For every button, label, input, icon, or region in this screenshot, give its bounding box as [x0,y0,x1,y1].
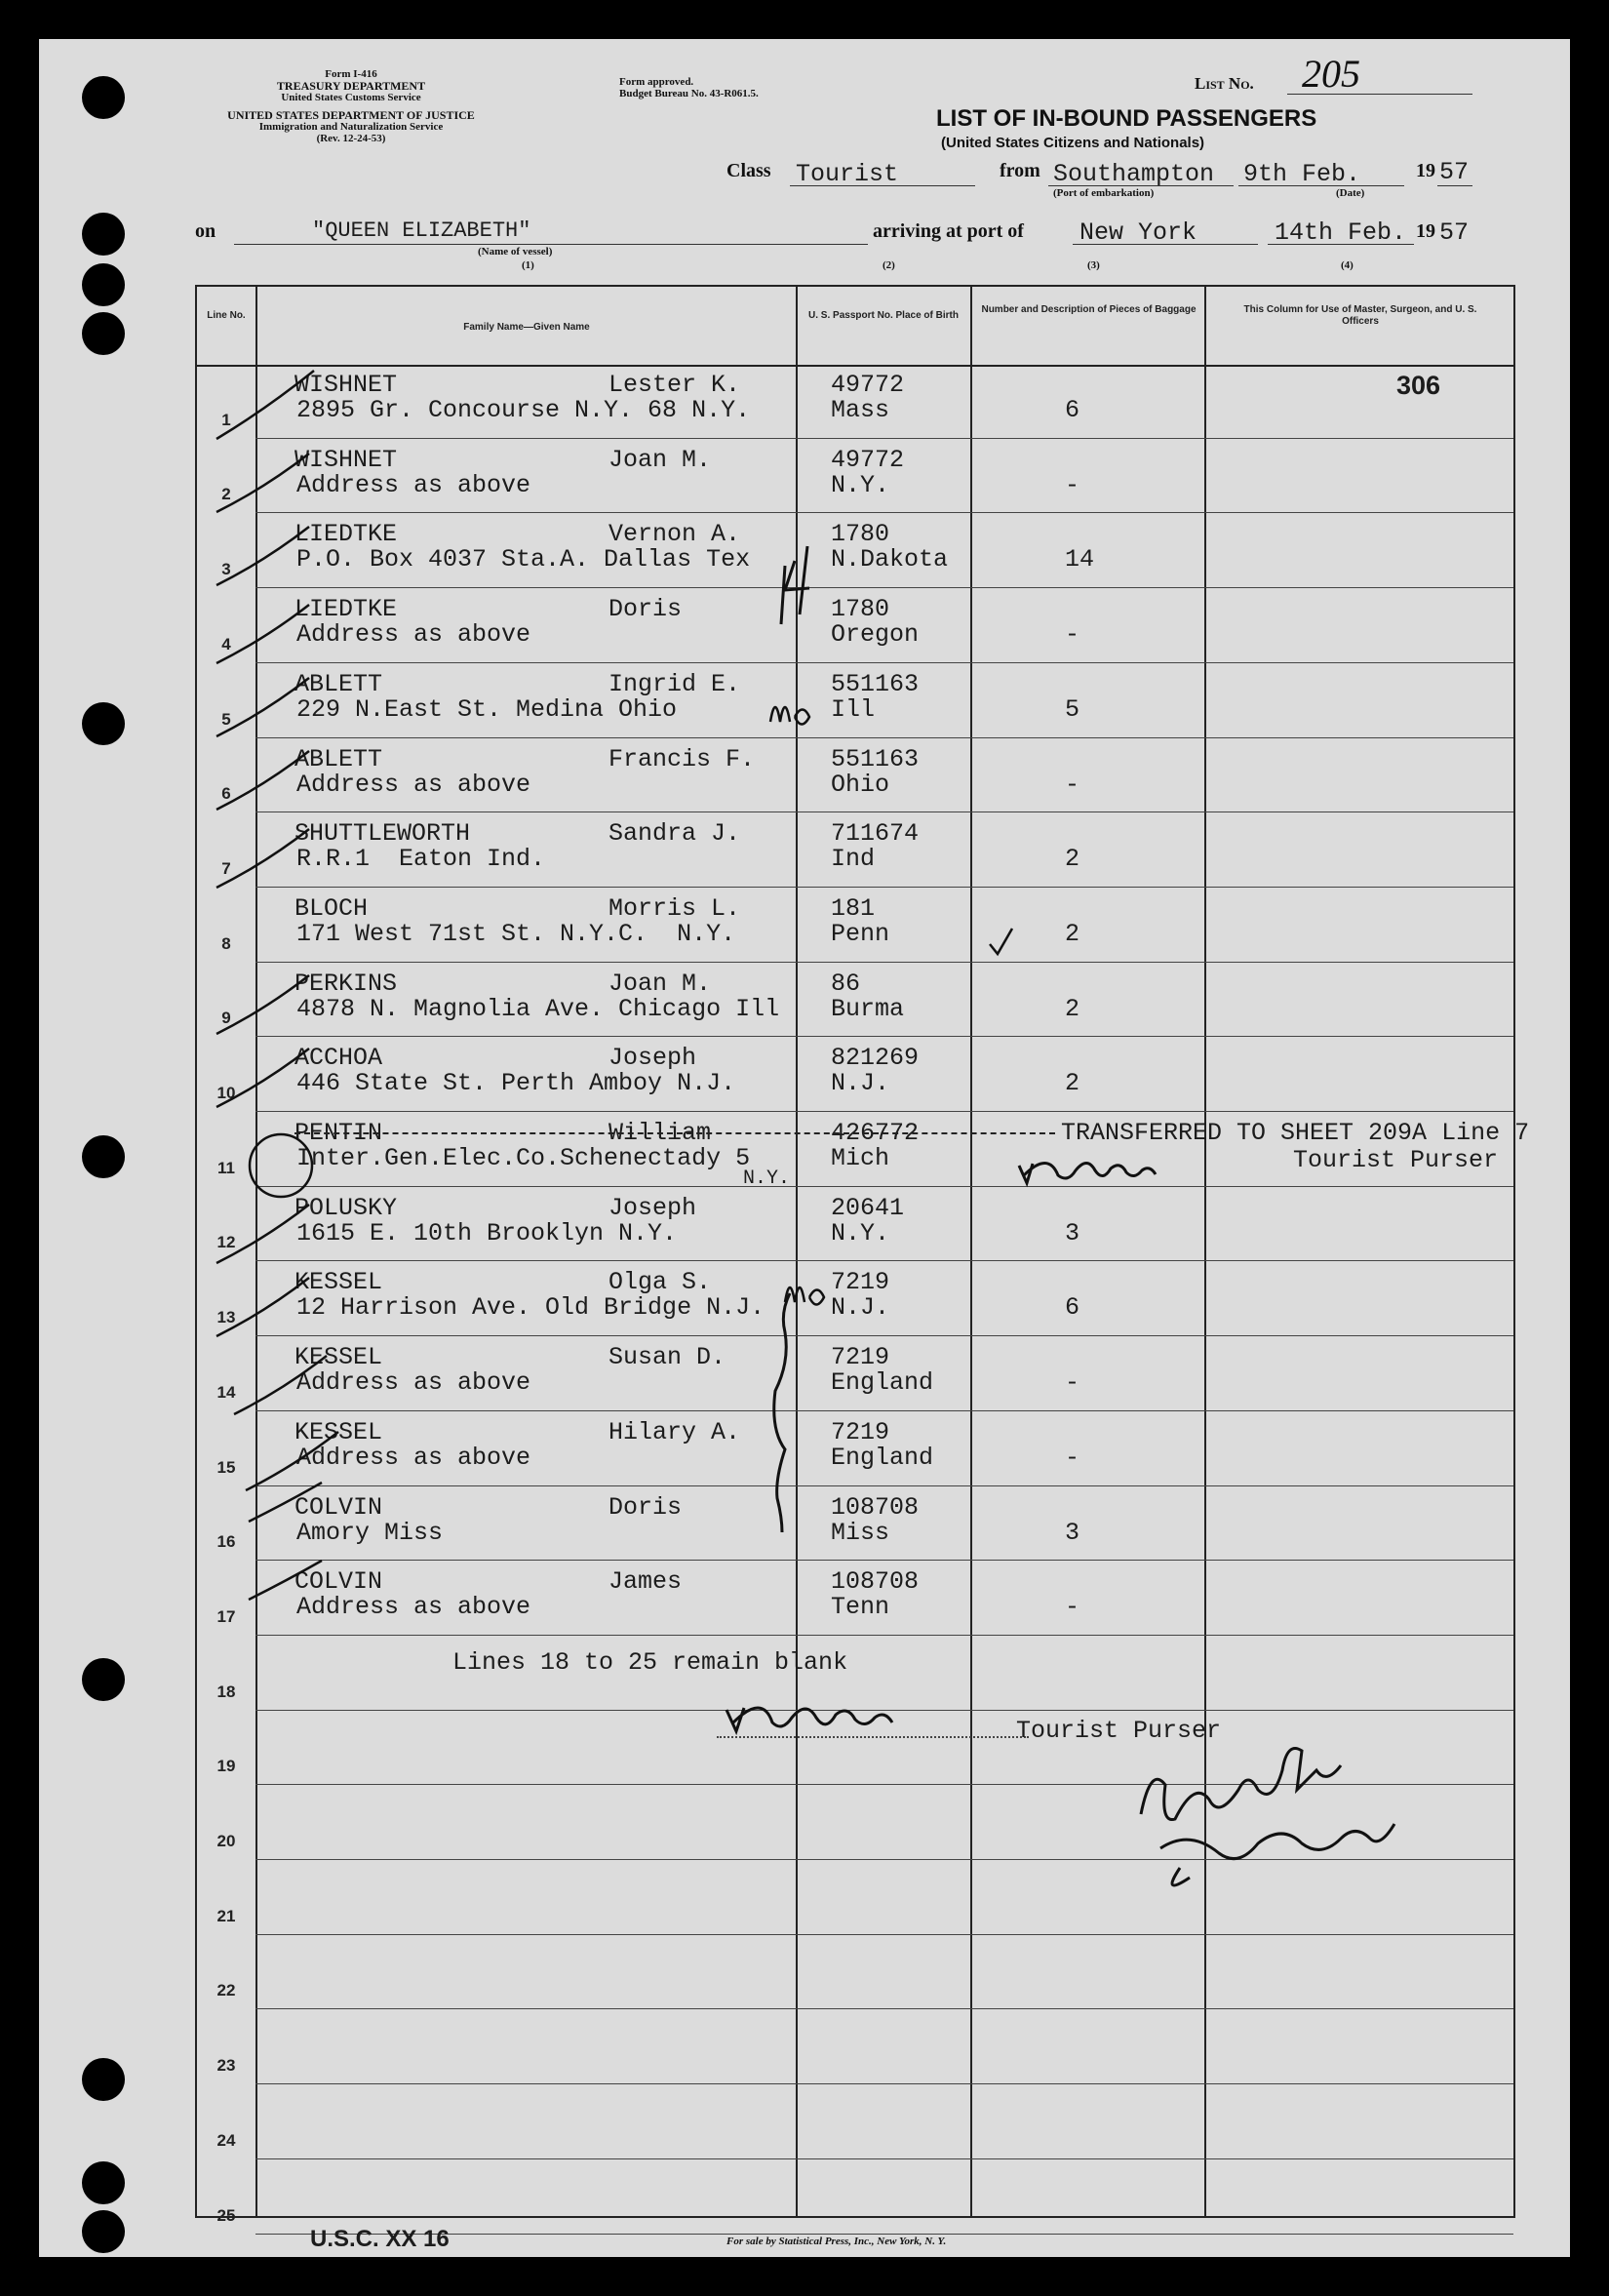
col-header-officers: This Column for Use of Master, Surgeon, and U. S. Officers [1243,304,1477,327]
family-name: POLUSKY [294,1193,398,1222]
line-number: 17 [216,1606,236,1626]
baggage-count: 2 [1065,1069,1080,1098]
given-name: Hilary A. [608,1417,741,1446]
passport-number: 108708 [831,1492,920,1522]
year-value: 57 [1439,158,1470,186]
passport-number: 20641 [831,1193,905,1222]
line-number: 15 [216,1457,236,1477]
given-name: Doris [608,595,683,624]
line-number: 3 [221,560,231,579]
handwritten-mo-1 [770,707,809,725]
given-name: Joan M. [608,969,712,998]
family-name: PENTIN [294,1119,383,1147]
family-name: PERKINS [294,969,398,998]
port-note: (Port of embarkation) [1053,187,1155,199]
place-of-birth: Penn [831,919,890,948]
passport-number: 7219 [831,1343,890,1372]
place-of-birth: Oregon [831,620,920,650]
treasury-label: TREASURY DEPARTMENT [276,79,426,93]
place-of-birth: Tenn [831,1593,890,1622]
place-of-birth: N.Y. [831,1218,890,1247]
col-num-2: (2) [883,259,895,271]
line-number: 6 [221,784,231,804]
arrival-year-prefix: 19 [1416,220,1435,242]
class-label: Class [726,160,771,181]
family-name: COLVIN [294,1492,383,1522]
line-number: 16 [216,1532,236,1552]
address: 229 N.East St. Medina Ohio [296,694,678,724]
given-name: Lester K. [608,371,741,399]
given-name: Susan D. [608,1343,726,1372]
line-number: 25 [216,2205,236,2225]
given-name: William [608,1119,712,1147]
passport-number: 1780 [831,520,890,549]
family-name: COLVIN [294,1567,383,1597]
address: Address as above [296,1368,531,1398]
family-name: LIEDTKE [294,595,398,624]
given-name: Francis F. [608,744,756,773]
col-num-1: (1) [522,259,534,271]
given-name: Joan M. [608,445,712,474]
given-name: Joseph [608,1044,697,1073]
place-of-birth: Ill [831,694,876,724]
col-num-4: (4) [1341,259,1354,271]
line-number: 18 [216,1682,236,1701]
family-name: SHUTTLEWORTH [294,819,471,849]
col-header-line-no: Line No. [207,310,246,321]
vessel-note: (Name of vessel) [478,246,553,257]
baggage-count: - [1065,620,1080,650]
baggage-count: 6 [1065,396,1080,424]
family-name: KESSEL [294,1417,383,1446]
baggage-count: - [1065,1593,1080,1622]
family-name: ABLETT [294,744,383,773]
passport-number: 821269 [831,1044,920,1073]
given-name: Morris L. [608,893,741,923]
class-value: Tourist [796,160,899,188]
family-name: LIEDTKE [294,520,398,549]
transfer-purser: Tourist Purser [1293,1146,1499,1174]
address: Address as above [296,1443,531,1472]
departure-date: 9th Feb. [1243,160,1361,188]
line-number: 5 [221,709,231,729]
place-of-birth: N.J. [831,1069,890,1098]
line-number: 12 [216,1233,236,1252]
passport-number: 551163 [831,669,920,698]
address: Amory Miss [296,1518,444,1547]
passport-number: 49772 [831,445,905,474]
kessel-bracket [774,1293,790,1532]
arrival-port: New York [1079,218,1197,247]
arriving-label: arriving at port of [873,220,1024,242]
col-header-passport: U. S. Passport No. Place of Birth [808,310,959,321]
place-of-birth: Burma [831,994,905,1023]
line-number: 11 [217,1158,235,1177]
given-name: Olga S. [608,1268,712,1297]
given-name: Doris [608,1492,683,1522]
address: Address as above [296,470,531,499]
given-name: Ingrid E. [608,669,741,698]
address-continued: N.Y. [743,1168,791,1190]
place-of-birth: Mass [831,396,890,424]
line-number: 13 [216,1308,236,1327]
passport-number: 86 [831,969,861,998]
passport-number: 108708 [831,1567,920,1597]
family-name: BLOCH [294,893,369,923]
address: Inter.Gen.Elec.Co.Schenectady 5 [296,1144,751,1172]
place-of-birth: N.Dakota [831,545,949,574]
passport-number: 426772 [831,1119,920,1147]
officer-mark: 306 [1396,371,1441,400]
vessel-name: "QUEEN ELIZABETH" [312,218,531,243]
baggage-count: 2 [1065,994,1080,1023]
line-number: 10 [216,1084,236,1102]
justice-label: UNITED STATES DEPARTMENT OF JUSTICE [227,108,475,122]
date-note: (Date) [1336,187,1365,199]
baggage-count: 6 [1065,1293,1080,1323]
address: Address as above [296,1593,531,1622]
form-number: Form I-416 [325,68,377,80]
form-code: U.S.C. XX 16 [310,2226,450,2252]
page-subtitle: (United States Citizens and Nationals) [941,135,1205,151]
baggage-count: - [1065,470,1080,499]
budget-bureau: Budget Bureau No. 43-R061.5. [619,88,759,99]
baggage-count: 5 [1065,694,1080,724]
place-of-birth: England [831,1368,934,1398]
list-no-label: List No. [1195,74,1254,93]
baggage-count: 3 [1065,1218,1080,1247]
col-num-3: (3) [1087,259,1100,271]
baggage-count: 2 [1065,919,1080,948]
passport-number: 49772 [831,371,905,399]
ins-label: Immigration and Naturalization Service [258,121,444,133]
line-number: 9 [221,1009,231,1028]
passport-number: 551163 [831,744,920,773]
line-number: 14 [216,1382,236,1402]
family-name: KESSEL [294,1343,383,1372]
from-value: Southampton [1053,160,1215,188]
handwriting-layer [39,39,1570,2257]
blank-lines-note: Lines 18 to 25 remain blank [452,1648,848,1677]
family-name: ACCHOA [294,1044,383,1073]
given-name: Joseph [608,1193,697,1222]
address: 12 Harrison Ave. Old Bridge N.J. [296,1293,765,1323]
family-name: WISHNET [294,445,398,474]
check-mark [990,929,1012,954]
place-of-birth: N.J. [831,1293,890,1323]
family-name: WISHNET [294,371,398,399]
address: 171 West 71st St. N.Y.C. N.Y. [296,919,736,948]
place-of-birth: Miss [831,1518,890,1547]
baggage-count: - [1065,1443,1080,1472]
arrival-date: 14th Feb. [1275,218,1407,247]
family-name: KESSEL [294,1268,383,1297]
line-number: 7 [221,858,231,878]
line-number: 1 [221,410,231,429]
printer-credit: For sale by Statistical Press, Inc., New York, N. Y. [726,2236,947,2247]
address: 2895 Gr. Concourse N.Y. 68 N.Y. [296,396,751,424]
line-number: 22 [216,1981,236,2000]
row11-signature [1019,1164,1156,1184]
col-header-baggage: Number and Description of Pieces of Baggage [981,304,1197,315]
arrival-year: 57 [1439,218,1470,247]
year-prefix: 19 [1416,160,1435,181]
address: 1615 E. 10th Brooklyn N.Y. [296,1218,678,1247]
given-name: James [608,1567,683,1597]
passport-number: 7219 [831,1417,890,1446]
baggage-count: - [1065,1368,1080,1398]
place-of-birth: Mich [831,1144,890,1172]
given-name: Sandra J. [608,819,741,849]
address: 446 State St. Perth Amboy N.J. [296,1069,736,1098]
line-number: 19 [216,1757,236,1776]
address: P.O. Box 4037 Sta.A. Dallas Tex [296,545,751,574]
place-of-birth: N.Y. [831,470,890,499]
line-number: 23 [216,2056,236,2076]
family-name: ABLETT [294,669,383,698]
page-title: LIST OF IN-BOUND PASSENGERS [936,105,1317,132]
form-approved: Form approved. [619,76,694,88]
line-number: 24 [216,2130,236,2150]
line-11-circle [250,1134,312,1197]
line-number: 20 [216,1832,236,1850]
baggage-count: 14 [1065,545,1095,574]
purser-signature [726,1708,892,1731]
revision-label: (Rev. 12-24-53) [316,133,386,144]
col-header-name: Family Name—Given Name [463,322,590,333]
address: 4878 N. Magnolia Ave. Chicago Ill [296,994,780,1023]
place-of-birth: Ohio [831,770,890,799]
passport-number: 711674 [831,819,920,849]
place-of-birth: England [831,1443,934,1472]
passport-number: 1780 [831,595,890,624]
address: Address as above [296,770,531,799]
row-tick-marks [216,371,338,1600]
passport-number: 181 [831,893,876,923]
address: Address as above [296,620,531,650]
manifest-page [39,39,1570,2257]
baggage-count: 3 [1065,1518,1080,1547]
passport-number: 7219 [831,1268,890,1297]
line-number: 2 [221,485,231,504]
handwritten-mo-2 [785,1287,824,1305]
given-name: Vernon A. [608,520,741,549]
address: R.R.1 Eaton Ind. [296,845,546,874]
on-label: on [195,220,216,242]
from-label: from [1000,160,1040,181]
line-number: 21 [216,1906,236,1925]
transfer-note: TRANSFERRED TO SHEET 209A Line 7 [1061,1119,1530,1147]
officer-signature [1141,1749,1394,1886]
list-no-value: 205 [1302,52,1360,96]
line-number: 4 [221,634,231,653]
baggage-count: 2 [1065,845,1080,874]
handwritten-14 [781,546,809,624]
line-number: 8 [221,933,231,953]
baggage-count: - [1065,770,1080,799]
place-of-birth: Ind [831,845,876,874]
customs-label: United States Customs Service [281,92,421,103]
purser-label: Tourist Purser [1016,1717,1222,1745]
